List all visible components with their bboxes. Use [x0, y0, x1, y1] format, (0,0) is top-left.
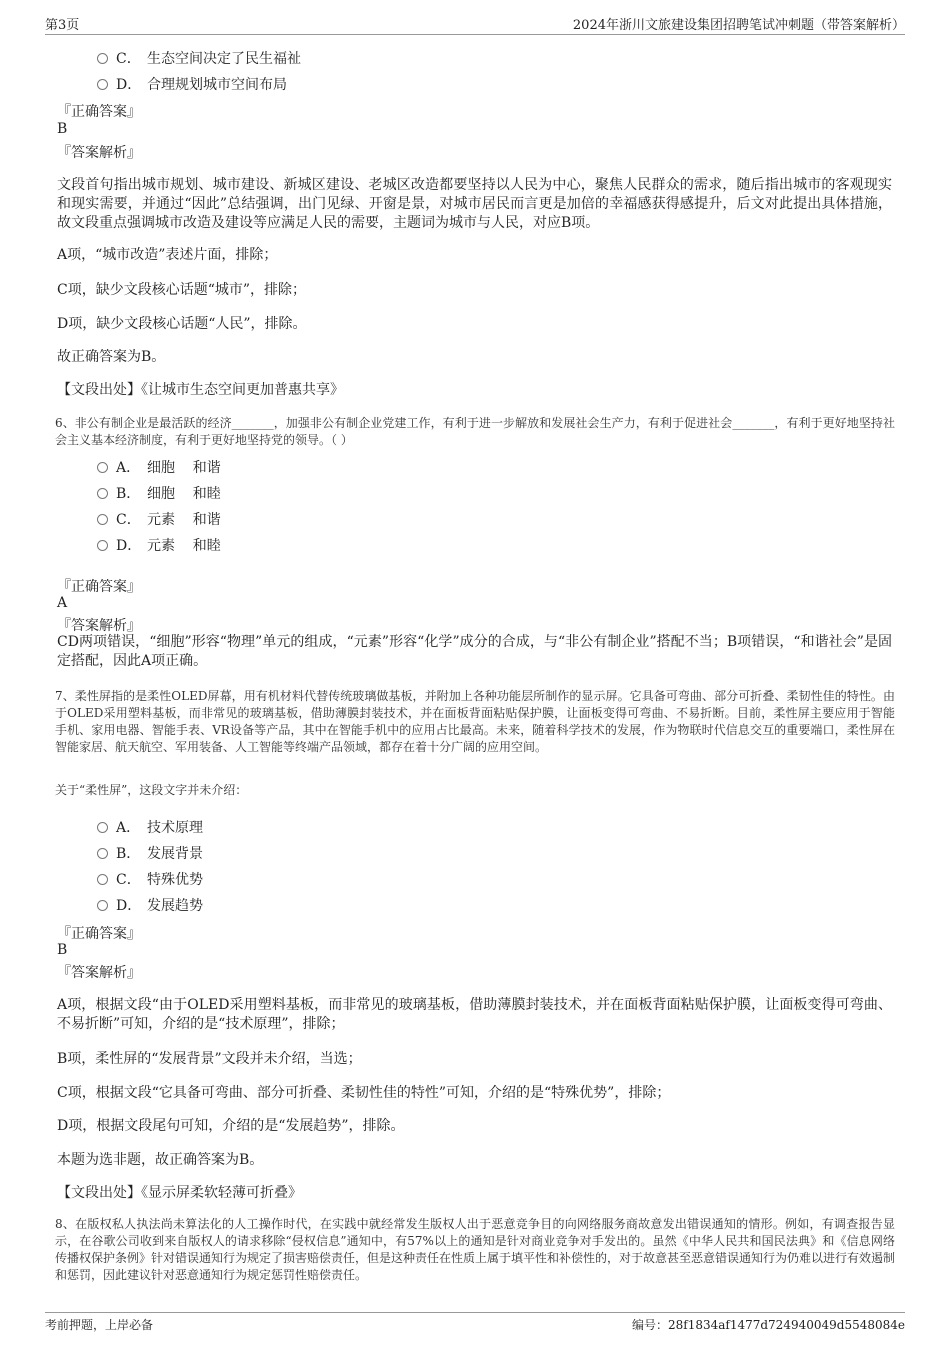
q5-analysis-a: A项，“城市改造”表述片面，排除；: [57, 247, 278, 263]
q5-analysis: 文段首句指出城市规划、城市建设、新城区建设、老城区改造都要坚持以人民为中心，聚焦人民群众的需求，随后指出城市的客观现实和现实需要，并通过“因此”总结强调，出门见绿、开窗是景，对城市居民而言更是加倍的幸福感获得感提升，后文对此提出具体措施，故文段重点强调城市改造及建设等应满足人民的需要，主题词为城市与人民，对应B项。: [57, 177, 892, 231]
q5-option-d[interactable]: D． 合理规划城市空间布局: [97, 74, 287, 94]
q6-option-b[interactable]: B． 细胞 和睦: [97, 483, 221, 503]
q7-prompt: 关于“柔性屏”，这段文字并未介绍：: [55, 783, 248, 797]
q6-option-c[interactable]: C． 元素 和谐: [97, 509, 221, 529]
q7-answer-label: 『正确答案』: [57, 926, 141, 942]
q6-option-a[interactable]: A． 细胞 和谐: [97, 457, 221, 477]
q5-source: 【文段出处】《让城市生态空间更加普惠共享》: [57, 382, 344, 398]
page-header: [45, 14, 905, 35]
radio-icon[interactable]: [97, 822, 108, 833]
q6-analysis-label: 『答案解析』: [57, 618, 141, 634]
radio-icon[interactable]: [97, 514, 108, 525]
page-footer: [45, 1312, 905, 1336]
q6-option-d[interactable]: D． 元素 和睦: [97, 535, 221, 555]
radio-icon[interactable]: [97, 540, 108, 551]
q7-question: 7、柔性屏指的是柔性OLED屏幕，用有机材料代替传统玻璃做基板，并附加上各种功能层所制作的显示屏。它具备可弯曲、部分可折叠、柔韧性佳的特性。由于OLED采用塑料基板，而非常见的玻璃基板，借助薄膜封装技术，并在面板背面粘贴保护膜，让面板变得可弯曲、不易折断。目前，柔性屏主要应用于智能手机、家用电器、智能手表、VR设备等产品，其中在智能手机中的应用占比最高。未来，随着科学技术的发展，作为物联时代信息交互的重要端口，柔性屏在智能家居、航天航空、军用装备、人工智能等终端产品领域，都存在着十分广阔的应用空间。: [55, 689, 895, 754]
q7-source: 【文段出处】《显示屏柔软轻薄可折叠》: [57, 1185, 302, 1201]
q5-analysis-label: 『答案解析』: [57, 145, 141, 161]
q8-question: 8、在版权私人执法尚未算法化的人工操作时代，在实践中就经常发生版权人出于恶意竞争目的向网络服务商故意发出错误通知的情形。例如，有调查报告显示，在谷歌公司收到来自版权人的请求移除“侵权信息”通知中，有57%以上的通知是针对商业竞争对手发出的。虽然《中华人民共和国民法典》和《信息网络传播权保护条例》针对错误通知行为规定了损害赔偿责任，但是这种责任在性质上属于填平性和补偿性的，对于故意甚至恶意错误通知行为仍难以进行有效遏制和惩罚，因此建议针对恶意通知行为规定惩罚性赔偿责任。: [55, 1217, 896, 1282]
radio-icon[interactable]: [97, 488, 108, 499]
q6-answer-label: 『正确答案』: [57, 579, 141, 595]
q5-conclusion: 故正确答案为B。: [57, 349, 166, 365]
q7-analysis-b: B项，柔性屏的“发展背景”文段并未介绍，当选；: [57, 1051, 362, 1067]
q7-analysis-a: A项，根据文段“由于OLED采用塑料基板，而非常见的玻璃基板，借助薄膜封装技术，并在面板背面粘贴保护膜，让面板变得可弯曲、不易折断”可知，介绍的是“技术原理”，排除；: [57, 997, 892, 1032]
radio-icon[interactable]: [97, 79, 108, 90]
q7-option-d[interactable]: D． 发展趋势: [97, 895, 203, 915]
radio-icon[interactable]: [97, 900, 108, 911]
q7-answer: B: [57, 942, 68, 958]
q7-analysis-c: C项，根据文段“它具备可弯曲、部分可折叠、柔韧性佳的特性”可知，介绍的是“特殊优势”，排除；: [57, 1085, 671, 1101]
document-id: 编号：28f1834af1477d724940049d5548084e: [631, 1318, 905, 1332]
footer-slogan: 考前押题，上岸必备: [45, 1318, 154, 1332]
radio-icon[interactable]: [97, 462, 108, 473]
q5-analysis-c: C项，缺少文段核心话题“城市”，排除；: [57, 282, 307, 298]
q5-analysis-d: D项，缺少文段核心话题“人民”，排除。: [57, 316, 307, 332]
q6-analysis: CD两项错误，“细胞”形容“物理”单元的组成，“元素”形容“化学”成分的合成，与“非公有制企业”搭配不当；B项错误，“和谐社会”是固定搭配，因此A项正确。: [57, 634, 892, 669]
q6-answer: A: [57, 595, 68, 611]
q7-analysis-label: 『答案解析』: [57, 965, 141, 981]
q5-option-c[interactable]: C． 生态空间决定了民生福祉: [97, 48, 301, 68]
page-number: 第3页: [45, 18, 80, 33]
radio-icon[interactable]: [97, 874, 108, 885]
radio-icon[interactable]: [97, 848, 108, 859]
q5-answer: B: [57, 121, 68, 137]
q5-answer-label: 『正确答案』: [57, 104, 141, 120]
q7-conclusion: 本题为选非题，故正确答案为B。: [57, 1152, 264, 1168]
radio-icon[interactable]: [97, 53, 108, 64]
q7-option-a[interactable]: A． 技术原理: [97, 817, 203, 837]
q6-question: 6、非公有制企业是最活跃的经济_______，加强非公有制企业党建工作，有利于进一步解放和发展社会生产力，有利于促进社会_______，有利于更好地坚持社会主义基本经济制度，有利于更好地坚持党的领导。（ ）: [55, 416, 895, 447]
document-title: 2024年浙川文旅建设集团招聘笔试冲刺题（带答案解析）: [572, 18, 905, 33]
q7-option-b[interactable]: B． 发展背景: [97, 843, 203, 863]
q7-analysis-d: D项，根据文段尾句可知，介绍的是“发展趋势”，排除。: [57, 1118, 405, 1134]
q7-option-c[interactable]: C． 特殊优势: [97, 869, 203, 889]
